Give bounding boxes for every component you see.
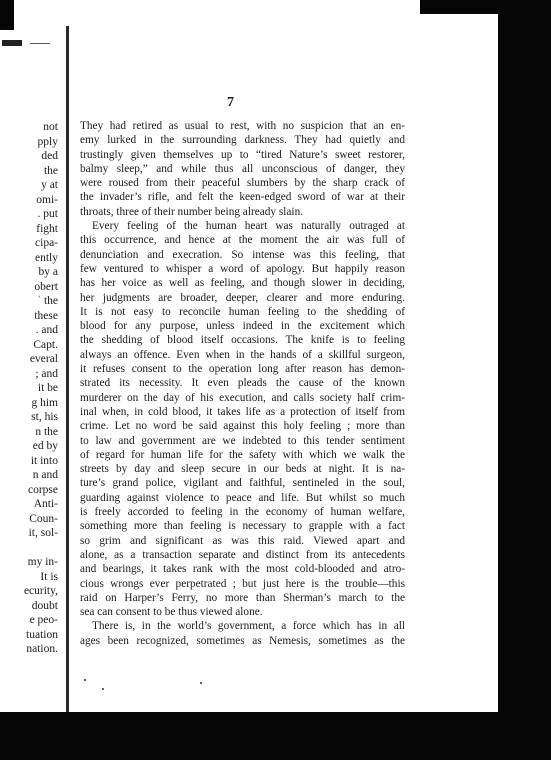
text-line: guarding against violence to peace and life. But whilst so much [80,491,405,504]
text-line: cious wrongs ever perpetrated ; but just here is the trouble—this [80,577,405,590]
text-line: something more than feeling is necessary to grapple with a fact [80,520,405,533]
text-line: There is, in the world’s government, a force which has in all [92,620,405,633]
text-line: the invader’s rifle, and felt the keen-edged sword of war at their [80,191,405,204]
facing-page-fragment: corpse [27,483,58,496]
scan-border-bottom [0,712,551,760]
facing-page-fragment: nation. [26,643,58,655]
text-line: sea can consent to be thus viewed alone. [80,606,263,619]
text-line: of regard for human life for the safety with which we walk the [80,448,405,461]
text-line: They had retired as usual to rest, with no suspicion that an en- [80,120,405,132]
facing-page-fragment: by a [38,266,58,278]
facing-page-edge [0,120,58,657]
facing-page-fragment: ; and [35,367,58,380]
facing-page-fragment: n and [32,469,58,481]
text-line: alone, as a transaction separate and distinct from its antecedents [80,548,405,561]
facing-page-fragment: pply [37,135,58,148]
text-line: It is not easy to reconcile human feeling to the shedding of [80,305,405,318]
facing-page-fragment: g him [31,396,58,409]
facing-page-fragment: n the [35,425,58,438]
text-line: so grim and significant as was this raid. Viewed apart and [80,534,405,547]
facing-page-fragment: Coun- [29,512,58,525]
text-line: inal when, in cold blood, it takes life as a protection of itself from [80,405,405,418]
scan-rule [30,43,50,44]
text-line: denunciation and execration. So intense was this feeling, that [80,248,405,261]
text-line: has her voice as well as feeling, and though slower in deciding, [80,277,405,290]
scan-border-right [498,0,551,760]
text-line: to law and government are we indebted to this tender sentiment [80,434,405,447]
text-line: this occurrence, and hence at the moment the air was full of [80,234,405,247]
facing-page-fragment: my in- [27,556,58,568]
facing-page-fragment: ecurity, [23,585,58,597]
facing-page-fragment: Capt. [33,338,58,351]
text-line: few ventured to whisper a word of apology. But happily reason [80,262,405,275]
text-line: it refuses consent to the operation long after reason has demon- [80,363,405,376]
text-line: raid on Harper’s Ferry, no more than Sherman’s march to the [80,591,405,604]
text-line: blood for any purpose, unless indeed in the excitement which [80,320,405,333]
scan-speck [200,682,202,684]
facing-page-fragment: these [34,309,58,322]
text-line: balmy sleep,” and while thus all unconscious of danger, they [80,162,405,175]
facing-page-fragment: omi- [36,193,58,206]
scan-speck [102,688,104,690]
text-line: were roused from their peaceful slumbers by the sharp crack of [80,177,405,190]
text-line: emy lurked in the surrounding darkness. They had quietly and [80,134,405,147]
text-line: throats, three of their number being already slain. [80,205,304,218]
scan-mark [2,40,22,46]
facing-page-fragment [0,541,58,556]
facing-page-fragment: doubt [31,599,58,612]
facing-page-fragment: y at [41,179,58,191]
facing-page-fragment: everal [29,353,58,365]
facing-page-fragment: cipa- [35,237,58,249]
text-line: the shedding of blood itself occasions. The knife is to feeling [80,334,405,347]
scan-speck [84,679,86,681]
text-line: ages been recognized, sometimes as Nemesis, sometimes as the [80,634,405,647]
scan-border-left [0,0,14,30]
facing-page-fragment: ed by [32,440,58,452]
facing-page-fragment: it, sol- [28,527,58,539]
text-line: always an offence. Even when in the hands of a skillful surgeon, [80,348,405,361]
facing-page-fragment: obert [34,280,58,293]
facing-page-fragment: st, his [31,411,58,423]
facing-page-fragment: . put [37,208,58,220]
page-body [80,119,405,648]
facing-page-fragment: the [43,164,58,177]
facing-page-fragment: . and [35,324,58,336]
text-line: Every feeling of the human heart was naturally outraged at [92,220,405,233]
facing-page-fragment: Anti- [33,498,58,510]
text-line: crime. Let no word be said against this holy feeling ; more than [80,420,405,433]
text-line: trustingly given themselves up to “tired Nature’s sweet restorer, [80,148,405,161]
facing-page-fragment: ently [35,251,58,264]
facing-page-fragment: tuation [26,628,58,641]
facing-page-fragment: it into [30,454,58,467]
facing-page-fragment: ded [41,150,58,162]
text-line: is freely accorded to feeling in the economy of human welfare, [80,506,405,519]
text-line: her judgments are broader, deeper, clearer and more enduring. [80,291,405,304]
book-gutter [66,26,69,712]
facing-page-fragment: fight [36,222,58,235]
page-number: 7 [227,95,234,110]
facing-page-fragment: It is [40,570,58,583]
facing-page-fragment: e peo- [29,614,58,626]
text-line: murderer on the day of his execution, and calls society half crim- [80,391,405,404]
text-line: and bearings, it takes rank with the most cold-blooded and atro- [80,563,405,576]
text-line: ture’s grand police, vigilant and faithful, sentineled in the soul, [80,477,405,490]
facing-page-fragment: it be [37,382,58,394]
facing-page-fragment: ˈ the [37,295,58,307]
text-line: streets by day and sleep secure in our beds at night. It is na- [80,463,405,476]
text-line: strated its necessity. It even pleads the cause of the known [80,377,405,390]
facing-page-fragment: not [43,121,58,133]
